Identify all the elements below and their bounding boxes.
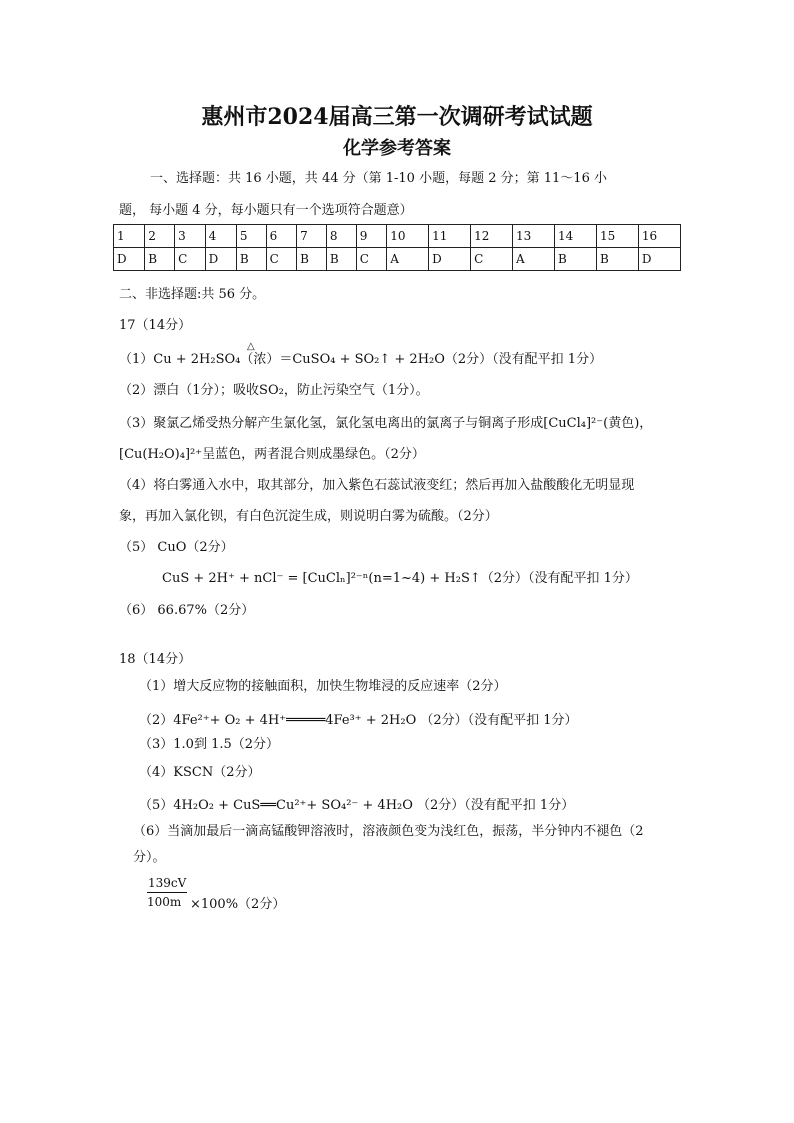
document-title: 惠州市2024届高三第一次调研考试试题 xyxy=(201,104,593,130)
answer-cell: B xyxy=(555,248,597,271)
q17-part4-line2: 象，再加入氯化钡，有白色沉淀生成，则说明白雾为硫酸。（2分） xyxy=(119,509,498,524)
section2-heading: 二、非选择题:共 56 分。 xyxy=(119,287,266,302)
answer-table-answer-row xyxy=(114,248,681,271)
answer-cell: D xyxy=(638,248,680,271)
q18-part4: （4）KSCN（2分） xyxy=(139,765,261,780)
q18-part6-line1: （6）当滴加最后一滴高锰酸钾溶液时，溶液颜色变为浅红色，振荡，半分钟内不褪色（2 xyxy=(133,824,644,839)
q17-header: 17（14分） xyxy=(119,318,192,333)
question-number-cell: 8 xyxy=(326,225,356,248)
answer-cell: C xyxy=(356,248,386,271)
q18-part2: （2）4Fe²⁺+ O₂ + 4H⁺═════4Fe³⁺ + 2H₂O （2分）（没有配平扣 1分） xyxy=(139,713,578,728)
q18-part1: （1）增大反应物的接触面积，加快生物堆浸的反应速率（2分） xyxy=(139,679,507,694)
answer-cell: B xyxy=(236,248,266,271)
section1-instructions-line2: 题， 每小题 4 分，每小题只有一个选项符合题意） xyxy=(119,203,413,218)
answer-cell: B xyxy=(297,248,327,271)
answer-cell: D xyxy=(205,248,236,271)
section1-instructions-line1: 一、选择题：共 16 小题，共 44 分（第 1-10 小题，每题 2 分；第 11～16 小 xyxy=(150,171,607,186)
question-number-cell: 10 xyxy=(387,225,429,248)
question-number-cell: 3 xyxy=(175,225,205,248)
answer-cell: C xyxy=(471,248,513,271)
answer-cell: C xyxy=(266,248,296,271)
document-subtitle: 化学参考答案 xyxy=(343,138,451,159)
question-number-cell: 9 xyxy=(356,225,386,248)
question-number-cell: 4 xyxy=(205,225,236,248)
question-number-cell: 16 xyxy=(638,225,680,248)
question-number-cell: 2 xyxy=(145,225,175,248)
fraction-tail: ×100%（2分） xyxy=(190,897,286,912)
answer-cell: B xyxy=(326,248,356,271)
answer-cell: A xyxy=(387,248,429,271)
yield-fraction xyxy=(147,875,187,910)
answer-table xyxy=(113,224,681,271)
q17-part3-line1: （3）聚氯乙烯受热分解产生氯化氢，氯化氢电离出的氯离子与铜离子形成[CuCl₄]²⁻(黄色)， xyxy=(119,416,653,431)
q17-part3-line2: [Cu(H₂O)₄]²⁺呈蓝色，两者混合则成墨绿色。（2分） xyxy=(119,447,425,462)
q17-part5-line1: （5） CuO（2分） xyxy=(119,540,234,555)
q17-part5-line2: CuS + 2H⁺ + nCl⁻ = [CuClₙ]²⁻ⁿ(n=1~4) + H₂S↑（2分）（没有配平扣 1分） xyxy=(162,571,638,586)
answer-cell: A xyxy=(513,248,555,271)
q18-part5: （5）4H₂O₂ + CuS══Cu²⁺+ SO₄²⁻ + 4H₂O （2分）（没有配平扣 1分） xyxy=(139,798,575,813)
question-number-cell: 13 xyxy=(513,225,555,248)
fraction-denominator: 100m xyxy=(147,895,182,909)
q17-part4-line1: （4）将白雾通入水中，取其部分，加入紫色石蕊试液变红；然后再加入盐酸酸化无明显现 xyxy=(119,478,635,493)
q18-part6-line2: 分）。 xyxy=(133,850,166,865)
answer-cell: B xyxy=(145,248,175,271)
answer-cell: D xyxy=(114,248,145,271)
heat-symbol: △ xyxy=(247,341,255,352)
answer-cell: B xyxy=(596,248,638,271)
question-number-cell: 1 xyxy=(114,225,145,248)
q18-header: 18（14分） xyxy=(119,652,192,667)
answer-cell: D xyxy=(429,248,471,271)
question-number-cell: 6 xyxy=(266,225,296,248)
question-number-cell: 7 xyxy=(297,225,327,248)
fraction-numerator: 139cV xyxy=(147,875,187,893)
q17-part6: （6） 66.67%（2分） xyxy=(119,603,255,618)
q18-part3: （3）1.0到 1.5（2分） xyxy=(139,737,280,752)
question-number-cell: 11 xyxy=(429,225,471,248)
question-number-cell: 12 xyxy=(471,225,513,248)
question-number-cell: 5 xyxy=(236,225,266,248)
question-number-cell: 15 xyxy=(596,225,638,248)
q17-part2: （2）漂白（1分）；吸收SO₂，防止污染空气（1分）。 xyxy=(119,383,429,398)
answer-cell: C xyxy=(175,248,205,271)
answer-table-number-row xyxy=(114,225,681,248)
question-number-cell: 14 xyxy=(555,225,597,248)
q17-part1: （1）Cu + 2H₂SO₄（浓）＝CuSO₄ + SO₂↑ + 2H₂O（2分）（没有配平扣 1分） xyxy=(119,352,603,367)
